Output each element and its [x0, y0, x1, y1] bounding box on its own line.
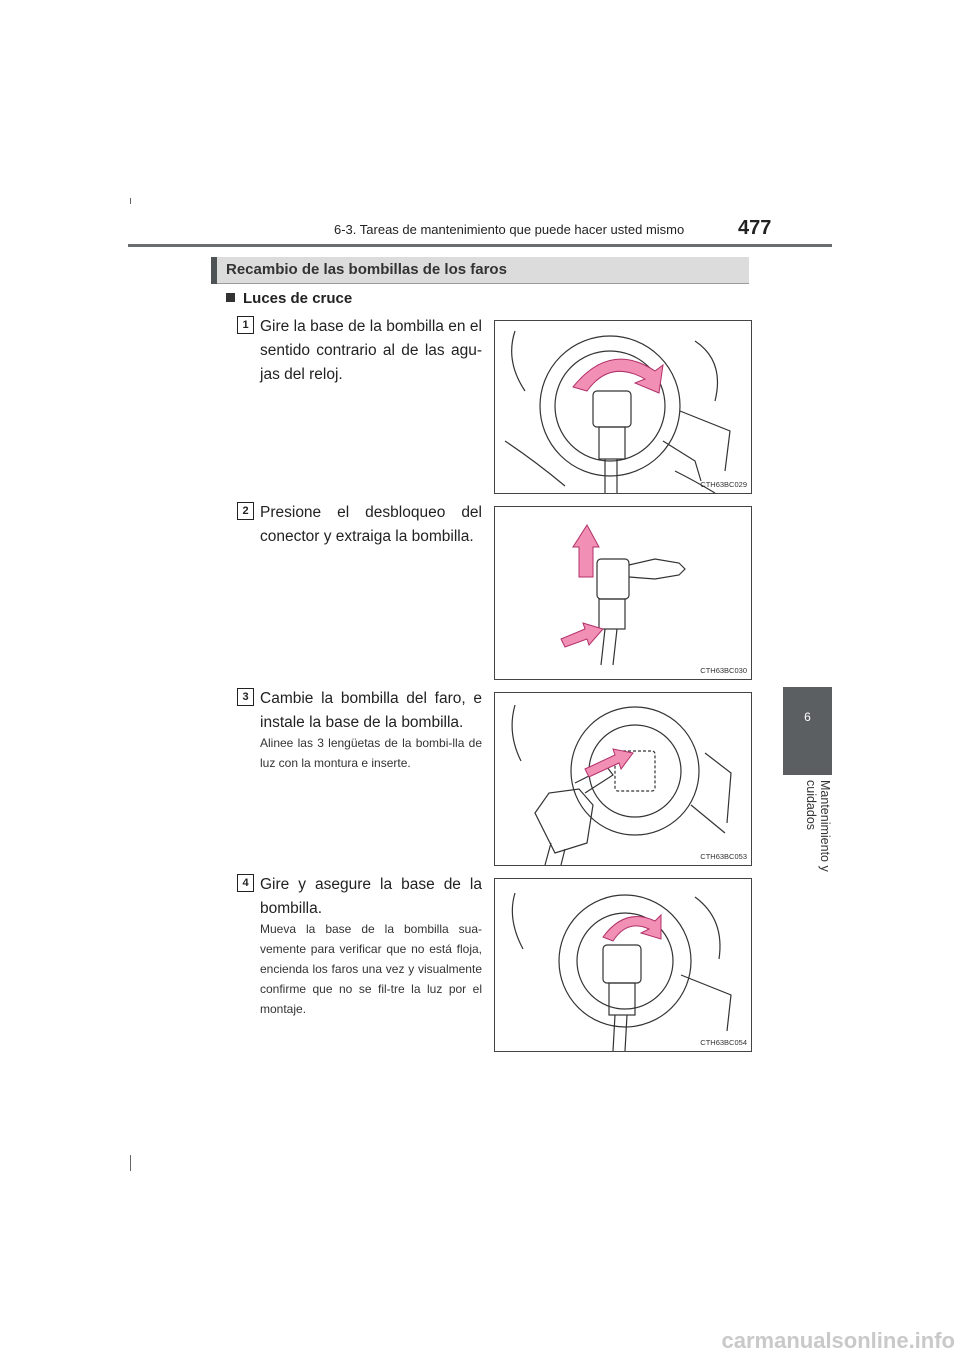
bulb-lock-illustration: [495, 879, 751, 1051]
step-3-illustration: [494, 692, 752, 866]
step-text: Gire la base de la bombilla en el sentido contrario al de las agu-jas del reloj.: [260, 318, 482, 383]
rotate-arrow-icon: [573, 359, 663, 393]
watermark: carmanualsonline.info: [721, 1328, 955, 1353]
chapter-tab-label: Mantenimiento y cuidados: [804, 780, 832, 872]
figure-code: CTH63BC054: [700, 1038, 747, 1047]
step-text: Cambie la bombilla del faro, e instale la base de la bombilla.: [260, 690, 482, 731]
step-number-badge: 1: [237, 316, 254, 334]
chapter-tab: [783, 687, 832, 775]
step-4-illustration: [494, 878, 752, 1052]
bulb-removal-illustration: [495, 507, 751, 679]
figure-code: CTH63BC053: [700, 852, 747, 861]
step-note: Alinee las 3 lengüetas de la bombi-lla de luz con la montura e inserte.: [260, 736, 482, 770]
rotate-lock-arrow-icon: [603, 915, 661, 941]
margin-mark: [130, 1155, 131, 1171]
step-text: Presione el desbloqueo del conector y extraiga la bombilla.: [260, 504, 482, 545]
figure-code: CTH63BC029: [700, 480, 747, 489]
pull-up-arrow-icon: [573, 525, 599, 577]
step-number-badge: 3: [237, 688, 254, 706]
square-bullet-icon: [226, 293, 235, 302]
press-arrow-icon: [561, 623, 603, 647]
step-1-illustration: [494, 320, 752, 494]
step-2-illustration: [494, 506, 752, 680]
header-section-title: 6-3. Tareas de mantenimiento que puede hacer usted mismo: [334, 222, 685, 237]
step-note: Mueva la base de la bombilla sua-vemente para verificar que no está floja, encienda los faros una vez y visualmente confirme que no se fil-tre la luz por el montaje.: [260, 922, 482, 1016]
subsection-title: Luces de cruce: [243, 290, 353, 307]
section-title: Recambio de las bombillas de los faros: [226, 261, 507, 278]
margin-mark: [130, 198, 131, 204]
step-text: Gire y asegure la base de la bombilla.: [260, 876, 482, 917]
headlamp-socket-illustration: [495, 321, 751, 493]
step-number-badge: 2: [237, 502, 254, 520]
subsection-heading: [226, 290, 352, 307]
header-rule: [128, 244, 832, 247]
page-number: 477: [738, 217, 772, 239]
bulb-install-illustration: [495, 693, 751, 865]
section-heading-accent: [211, 257, 217, 284]
step-number-badge: 4: [237, 874, 254, 892]
chapter-tab-number: 6: [804, 710, 811, 724]
figure-code: CTH63BC030: [700, 666, 747, 675]
